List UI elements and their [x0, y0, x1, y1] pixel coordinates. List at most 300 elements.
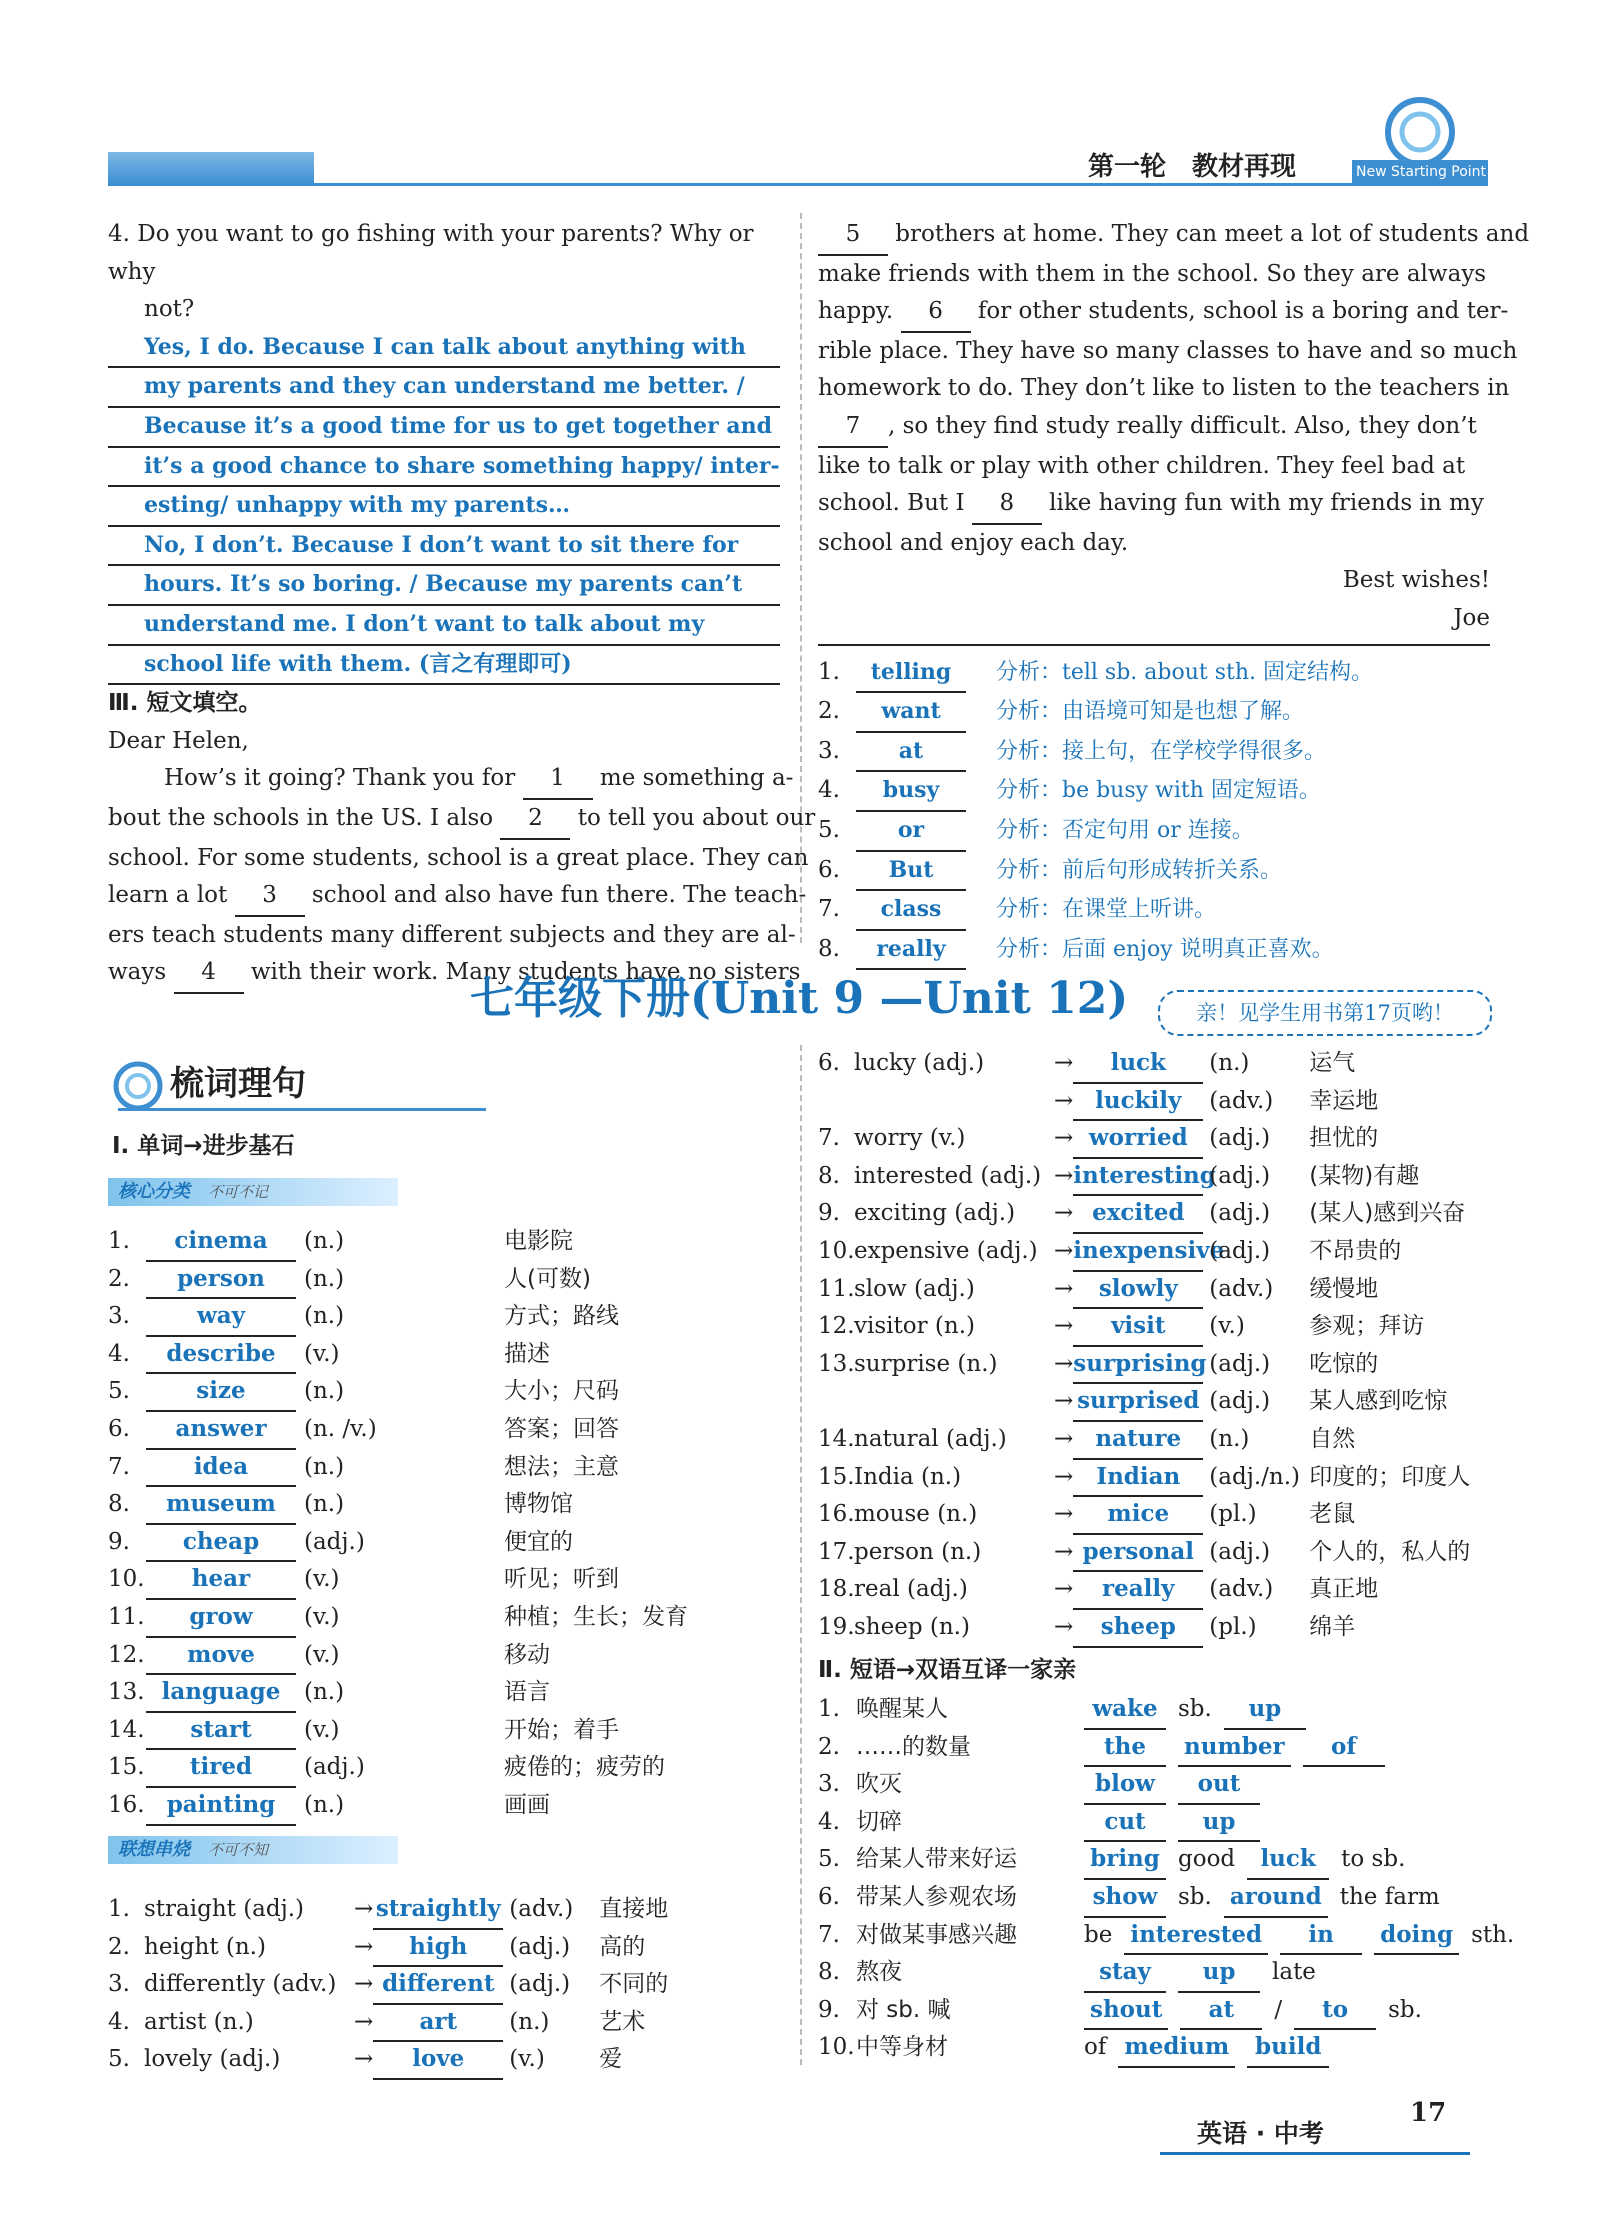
- phrase-num: 6.: [818, 1884, 840, 1910]
- assoc-word: Indian: [1073, 1458, 1203, 1498]
- assoc-word: nature: [1073, 1420, 1203, 1460]
- phrase-num: 7.: [818, 1921, 840, 1948]
- cloze-closing: Best wishes!: [1342, 567, 1490, 594]
- core-word: person: [146, 1260, 296, 1300]
- assoc-num: 1.: [108, 1896, 130, 1922]
- assoc-right-row: [818, 1420, 1355, 1460]
- assoc-right-row: [818, 1307, 1424, 1347]
- logo: [1350, 92, 1490, 192]
- cloze-right-line: [818, 448, 1490, 486]
- cloze-answer-num: 1.: [818, 658, 840, 685]
- cloze-right-line: [818, 293, 1509, 333]
- core-vocab-row: [108, 1448, 619, 1488]
- tag-assoc-label: 联想串烧: [118, 1839, 190, 1860]
- assoc-num: 12.: [818, 1313, 855, 1340]
- core-num: 8.: [108, 1491, 130, 1518]
- core-pos: (n.): [304, 1303, 345, 1330]
- core-num: 16.: [108, 1792, 145, 1818]
- phrase-row: [818, 1878, 1452, 1918]
- arrow-icon: →: [1054, 1313, 1074, 1340]
- part1-heading: Ⅰ. 单词→进步基石: [112, 1133, 295, 1159]
- cloze-answer-num: 4.: [818, 777, 840, 804]
- cloze-left-line-text: ways: [108, 959, 174, 986]
- arrow-icon: →: [1054, 1125, 1074, 1152]
- q4-answer-line: my parents and they can understand me better. /: [108, 368, 780, 408]
- cloze-left-line-blank: 3: [235, 877, 305, 917]
- phrase-text: /: [1274, 1996, 1283, 2023]
- core-pos: (v.): [304, 1716, 340, 1743]
- core-vocab-row: [108, 1748, 665, 1788]
- arrow-icon: →: [1054, 1162, 1074, 1189]
- tag-core-label: 核心分类: [118, 1181, 190, 1202]
- phrase-word: interested: [1124, 1916, 1268, 1956]
- arrow-icon: →: [1054, 1050, 1074, 1076]
- assoc-pos: (adj./n.): [1209, 1463, 1300, 1490]
- phrase-word: in: [1280, 1916, 1362, 1956]
- phrase-word: up: [1178, 1803, 1260, 1843]
- q4-answer-line: understand me. I don’t want to talk about my: [108, 606, 780, 646]
- core-vocab-row: [108, 1673, 550, 1713]
- header-line: [108, 183, 1488, 186]
- core-num: 2.: [108, 1265, 130, 1292]
- cloze-left-line-blank: 1: [523, 760, 593, 800]
- assoc-left-row: [108, 2003, 645, 2043]
- assoc-num: 7.: [818, 1125, 840, 1152]
- phrase-word: at: [1180, 1991, 1262, 2031]
- phrase-row: [818, 1690, 1318, 1730]
- phrase-cn: 给某人带来好运: [856, 1846, 1017, 1873]
- core-num: 9.: [108, 1528, 130, 1555]
- header-bar: [108, 152, 314, 184]
- cloze-left-line-text: school. For some students, school is a great place. They can: [108, 844, 809, 871]
- phrase-cn: 中等身材: [856, 2034, 948, 2061]
- assoc-num: 5.: [108, 2046, 130, 2073]
- assoc-num: 19.: [818, 1614, 855, 1640]
- core-word: idea: [146, 1448, 296, 1488]
- header-title: 第一轮 教材再现: [1088, 152, 1297, 182]
- core-word: size: [146, 1372, 296, 1412]
- tag-core-sub: 不可不记: [208, 1183, 269, 1201]
- assoc-pos: (adj.): [1209, 1162, 1271, 1189]
- core-vocab-row: [108, 1410, 619, 1450]
- core-cn: 想法；主意: [504, 1453, 619, 1480]
- assoc-src: visitor (n.): [854, 1313, 975, 1340]
- assoc-left-row: [108, 1928, 645, 1968]
- arrow-icon: →: [354, 1933, 374, 1960]
- assoc-right-row: [818, 1194, 1465, 1234]
- cloze-answer-num: 8.: [818, 935, 840, 962]
- cloze-answer-num: 3.: [818, 737, 840, 764]
- cloze-left-line-blank: 4: [174, 954, 244, 994]
- cloze-heading: Ⅲ. 短文填空。: [108, 690, 262, 717]
- cloze-left-line-text: ers teach students many different subjects and they are al-: [108, 921, 796, 948]
- cloze-left-line: [108, 760, 794, 800]
- cloze-answer-row: [818, 654, 1490, 694]
- core-pos: (v.): [304, 1604, 340, 1630]
- phrase-text: good: [1178, 1846, 1236, 1873]
- assoc-word: slowly: [1073, 1270, 1203, 1310]
- core-vocab-row: [108, 1485, 573, 1525]
- cloze-right-line: [818, 370, 1510, 408]
- core-pos: (adj.): [304, 1754, 365, 1781]
- core-vocab-row: [108, 1786, 550, 1826]
- phrase-cn: ……的数量: [856, 1733, 971, 1760]
- assoc-word: worried: [1073, 1119, 1203, 1159]
- cloze-answer-word: busy: [856, 772, 966, 812]
- cloze-answer-num: 7.: [818, 896, 840, 923]
- core-num: 15.: [108, 1754, 145, 1781]
- phrase-word: around: [1224, 1878, 1328, 1918]
- assoc-right-row: [818, 1608, 1355, 1648]
- phrase-word: stay: [1084, 1953, 1166, 1993]
- assoc-cn: (某人)感到兴奋: [1309, 1200, 1466, 1227]
- assoc-pos: (n.): [509, 2008, 550, 2035]
- part2-heading: Ⅱ. 短语→双语互译一家亲: [818, 1657, 1077, 1683]
- cloze-answer-word: telling: [856, 654, 966, 694]
- core-vocab-row: [108, 1372, 619, 1412]
- phrase-cn: 对做某事感兴趣: [856, 1921, 1017, 1948]
- q4-question: 4. Do you want to go fishing with your parents? Why or why: [108, 221, 754, 285]
- arrow-icon: →: [1054, 1388, 1074, 1415]
- phrase-word: wake: [1084, 1690, 1166, 1730]
- cloze-left-line: [108, 840, 809, 878]
- cloze-answer-word: really: [856, 931, 966, 971]
- cloze-left-line: [108, 917, 796, 955]
- cloze-right-line-tail: like having fun with my friends in my: [1041, 490, 1484, 517]
- cloze-right-line: [818, 408, 1490, 448]
- cloze-answer-word: But: [856, 852, 966, 892]
- cloze-answer-word: class: [856, 891, 966, 931]
- cloze-answer-row: [818, 812, 1490, 852]
- assoc-word: really: [1073, 1570, 1203, 1610]
- footer-subject: 英语 · 中考: [1197, 2119, 1324, 2148]
- core-pos: (n.): [304, 1792, 345, 1818]
- phrase-word: doing: [1374, 1916, 1459, 1956]
- arrow-icon: →: [1054, 1614, 1074, 1640]
- phrase-num: 1.: [818, 1696, 840, 1722]
- assoc-num: 4.: [108, 2008, 130, 2035]
- assoc-cn: 担忧的: [1309, 1125, 1379, 1152]
- phrase-cn: 对 sb. 喊: [856, 1996, 951, 2023]
- phrase-cn: 唤醒某人: [856, 1696, 948, 1722]
- core-vocab-row: [108, 1560, 619, 1600]
- cloze-answer-row: [818, 733, 1490, 773]
- assoc-pos: (adj.): [1209, 1350, 1271, 1377]
- core-word: language: [146, 1673, 296, 1713]
- assoc-right-row: [818, 1082, 1378, 1122]
- assoc-right-row: [818, 1044, 1355, 1084]
- core-num: 4.: [108, 1340, 130, 1367]
- cloze-answer-note: 分析：be busy with 固定短语。: [996, 778, 1321, 804]
- tag-core: [108, 1178, 398, 1206]
- core-word: describe: [146, 1335, 296, 1375]
- core-cn: 答案；回答: [504, 1416, 619, 1442]
- arrow-icon: →: [354, 2008, 374, 2035]
- assoc-src: exciting (adj.): [854, 1200, 1016, 1227]
- cloze-right-line-blank: 5: [818, 216, 888, 256]
- assoc-cn: 绵羊: [1309, 1614, 1356, 1640]
- assoc-right-row: [818, 1270, 1378, 1310]
- assoc-num: 6.: [818, 1050, 840, 1076]
- assoc-pos: (adj.): [1209, 1238, 1271, 1264]
- core-cn: 电影院: [504, 1228, 573, 1254]
- arrow-icon: →: [1054, 1350, 1074, 1377]
- core-pos: (v.): [304, 1340, 340, 1367]
- phrase-text: sb.: [1178, 1696, 1212, 1722]
- core-cn: 疲倦的；疲劳的: [504, 1754, 665, 1781]
- cloze-left-line-tail: with their work. Many students have no sisters: [243, 959, 801, 986]
- answer-separator: [818, 644, 1490, 654]
- cloze-right-line-text: homework to do. They don’t like to listen to the teachers in: [818, 375, 1510, 402]
- student-book-note: 亲！见学生用书第17页哟！: [1158, 990, 1492, 1036]
- assoc-src: lovely (adj.): [144, 2046, 281, 2073]
- core-word: museum: [146, 1485, 296, 1525]
- core-cn: 画画: [504, 1792, 550, 1818]
- logo-text: New Starting Point: [1356, 164, 1487, 180]
- q4-question-cont: not?: [144, 296, 195, 323]
- assoc-cn: 印度的；印度人: [1309, 1463, 1471, 1490]
- arrow-icon: →: [1054, 1501, 1074, 1528]
- core-word: answer: [146, 1410, 296, 1450]
- phrase-row: [818, 1803, 1272, 1843]
- assoc-word: high: [373, 1928, 503, 1968]
- cloze-right-line-blank: 8: [972, 485, 1042, 525]
- phrase-word: luck: [1247, 1840, 1329, 1880]
- core-word: hear: [146, 1560, 296, 1600]
- core-cn: 种植；生长；发育: [504, 1604, 688, 1630]
- assoc-cn: 爱: [599, 2046, 623, 2073]
- core-pos: (adj.): [304, 1528, 365, 1555]
- core-word: cheap: [146, 1523, 296, 1563]
- phrase-num: 9.: [818, 1996, 840, 2023]
- core-num: 11.: [108, 1604, 145, 1630]
- assoc-src: real (adj.): [854, 1576, 968, 1603]
- core-word: cinema: [146, 1222, 296, 1262]
- assoc-pos: (adv.): [1209, 1275, 1274, 1302]
- cloze-right-line-text: school. But I: [818, 490, 972, 517]
- core-vocab-row: [108, 1260, 591, 1300]
- assoc-pos: (v.): [1209, 1313, 1245, 1340]
- assoc-pos: (pl.): [1209, 1614, 1257, 1640]
- core-num: 13.: [108, 1679, 145, 1706]
- assoc-cn: 某人感到吃惊: [1309, 1388, 1448, 1415]
- assoc-pos: (adj.): [1209, 1125, 1271, 1152]
- phrase-row: [818, 1728, 1397, 1768]
- assoc-src: artist (n.): [144, 2008, 254, 2035]
- phrase-word: to: [1294, 1991, 1376, 2031]
- assoc-num: 8.: [818, 1162, 840, 1189]
- phrase-num: 8.: [818, 1959, 840, 1986]
- assoc-num: 2.: [108, 1933, 130, 1960]
- phrase-row: [818, 1953, 1328, 1993]
- core-num: 3.: [108, 1303, 130, 1330]
- tag-assoc: [108, 1836, 398, 1864]
- assoc-word: excited: [1073, 1194, 1203, 1234]
- cloze-right-line-text: school and enjoy each day.: [818, 529, 1129, 556]
- assoc-num: 13.: [818, 1350, 855, 1377]
- arrow-icon: →: [1054, 1238, 1074, 1264]
- phrase-text: of: [1084, 2034, 1107, 2061]
- phrase-num: 3.: [818, 1771, 840, 1798]
- cloze-right-line-blank: 7: [818, 408, 888, 448]
- arrow-icon: →: [1054, 1275, 1074, 1302]
- cloze-answer-num: 6.: [818, 856, 840, 883]
- column-divider-top: [800, 213, 802, 943]
- cloze-right-line-text: make friends with them in the school. So they are always: [818, 260, 1487, 287]
- assoc-pos: (pl.): [1209, 1501, 1257, 1528]
- cloze-right-line-tail: , so they find study really difficult. Also, they don’t: [888, 412, 1477, 439]
- assoc-src: surprise (n.): [854, 1350, 998, 1377]
- cloze-answer-note: 分析：后面 enjoy 说明真正喜欢。: [996, 936, 1334, 962]
- assoc-word: straightly: [373, 1890, 503, 1930]
- cloze-answer-word: want: [856, 693, 966, 733]
- assoc-right-row: [818, 1232, 1401, 1272]
- cloze-left-line-tail: school and also have fun there. The teach-: [304, 882, 807, 909]
- assoc-num: 14.: [818, 1426, 855, 1452]
- assoc-left-row: [108, 1890, 668, 1930]
- assoc-pos: (v.): [509, 2046, 545, 2073]
- assoc-word: surprising: [1073, 1345, 1203, 1385]
- core-word: grow: [146, 1598, 296, 1638]
- assoc-pos: (adj.): [1209, 1200, 1271, 1227]
- cloze-answer-word: at: [856, 733, 966, 773]
- core-num: 14.: [108, 1716, 145, 1743]
- cloze-left-line-blank: 2: [500, 800, 570, 840]
- assoc-cn: 自然: [1309, 1426, 1356, 1452]
- phrase-num: 10.: [818, 2034, 855, 2061]
- core-vocab-row: [108, 1711, 619, 1751]
- assoc-word: luck: [1073, 1044, 1203, 1084]
- core-num: 1.: [108, 1228, 130, 1254]
- phrase-text: to sb.: [1341, 1846, 1406, 1873]
- phrase-num: 5.: [818, 1846, 840, 1873]
- column-divider-bottom: [800, 1045, 802, 2065]
- assoc-right-row: [818, 1382, 1447, 1422]
- assoc-right-row: [818, 1533, 1470, 1573]
- phrase-word: up: [1178, 1953, 1260, 1993]
- core-cn: 语言: [504, 1679, 550, 1706]
- cloze-right-line: [818, 525, 1490, 563]
- phrase-word: shout: [1084, 1991, 1168, 2031]
- tag-assoc-sub: 不可不知: [208, 1841, 269, 1859]
- phrase-num: 2.: [818, 1733, 840, 1760]
- cloze-left-line-tail: me something a-: [592, 765, 794, 792]
- phrase-word: show: [1084, 1878, 1166, 1918]
- cloze-answer-row: [818, 772, 1490, 812]
- core-vocab-row: [108, 1636, 550, 1676]
- core-pos: (n.): [304, 1453, 345, 1480]
- core-cn: 博物馆: [504, 1491, 573, 1518]
- phrase-word: medium: [1118, 2028, 1235, 2068]
- core-num: 5.: [108, 1378, 130, 1405]
- page-number: 17: [1410, 2098, 1447, 2128]
- assoc-cn: 参观；拜访: [1309, 1313, 1425, 1340]
- assoc-num: 9.: [818, 1200, 840, 1227]
- assoc-pos: (adv.): [1209, 1087, 1274, 1114]
- cloze-right-line: [818, 333, 1518, 371]
- core-vocab-row: [108, 1598, 688, 1638]
- assoc-word: interesting: [1073, 1157, 1203, 1197]
- core-word: way: [146, 1297, 296, 1337]
- assoc-cn: 真正地: [1309, 1576, 1379, 1603]
- assoc-right-row: [818, 1345, 1378, 1385]
- assoc-word: surprised: [1073, 1382, 1203, 1422]
- core-word: painting: [146, 1786, 296, 1826]
- phrase-text: sb.: [1388, 1996, 1422, 2023]
- cloze-answer-note: 分析：接上句，在学校学得很多。: [996, 738, 1327, 764]
- assoc-cn: 不同的: [599, 1971, 669, 1998]
- assoc-left-row: [108, 2040, 622, 2080]
- core-vocab-row: [108, 1523, 573, 1563]
- core-cn: 开始；着手: [504, 1716, 619, 1743]
- core-pos: (n.): [304, 1679, 345, 1706]
- phrase-text: sth.: [1471, 1921, 1515, 1948]
- core-pos: (v.): [304, 1641, 340, 1668]
- assoc-right-row: [818, 1458, 1470, 1498]
- core-cn: 人(可数): [504, 1265, 591, 1292]
- phrase-word: out: [1178, 1765, 1260, 1805]
- phrase-cn: 吹灭: [856, 1771, 902, 1798]
- phrase-row: [818, 1991, 1434, 2031]
- assoc-cn: 运气: [1309, 1050, 1356, 1076]
- core-vocab-row: [108, 1335, 550, 1375]
- cloze-answer-note: 分析：否定句用 or 连接。: [996, 817, 1254, 843]
- cloze-right-line-text: happy.: [818, 298, 901, 325]
- phrase-cn: 熬夜: [856, 1959, 902, 1986]
- assoc-num: 10.: [818, 1238, 855, 1264]
- unit-title: 七年级下册(Unit 9 —Unit 12): [470, 973, 1129, 1024]
- assoc-word: mice: [1073, 1495, 1203, 1535]
- core-num: 7.: [108, 1453, 130, 1480]
- assoc-num: 17.: [818, 1538, 855, 1565]
- q4-answer-line: it’s a good chance to share something happy/ inter-: [108, 448, 780, 488]
- cloze-right-line-blank: 6: [901, 293, 971, 333]
- assoc-num: 18.: [818, 1576, 855, 1603]
- assoc-cn: 艺术: [599, 2008, 646, 2035]
- core-vocab-row: [108, 1222, 573, 1262]
- assoc-right-row: [818, 1570, 1378, 1610]
- q4-answer-line: Yes, I do. Because I can talk about anything with: [108, 329, 780, 369]
- phrase-num: 4.: [818, 1808, 840, 1835]
- assoc-pos: (adj.): [1209, 1388, 1271, 1415]
- cloze-left-line-tail: to tell you about our: [570, 804, 816, 831]
- section-title: 梳词理句: [170, 1064, 306, 1104]
- q4-answer-line: No, I don’t. Because I don’t want to sit there for: [108, 527, 780, 567]
- assoc-pos: (n.): [1209, 1050, 1250, 1076]
- q4-answer-line: school life with them. (言之有理即可): [108, 646, 780, 686]
- cloze-left-line-text: learn a lot: [108, 882, 235, 909]
- core-cn: 大小；尺码: [504, 1378, 619, 1405]
- left-top-column: [108, 216, 816, 994]
- assoc-word: sheep: [1073, 1608, 1203, 1648]
- assoc-pos: (adv.): [1209, 1576, 1274, 1603]
- core-word: tired: [146, 1748, 296, 1788]
- cloze-left-line-text: How’s it going? Thank you for: [164, 765, 523, 792]
- assoc-pos: (adj.): [1209, 1538, 1271, 1565]
- assoc-right-row: [818, 1495, 1355, 1535]
- core-word: move: [146, 1636, 296, 1676]
- right-top-column: [818, 216, 1530, 970]
- core-pos: (n.): [304, 1491, 345, 1518]
- phrase-text: sb.: [1178, 1884, 1212, 1910]
- assoc-src: straight (adj.): [144, 1896, 305, 1922]
- phrase-text: the farm: [1339, 1884, 1440, 1910]
- phrase-row: [818, 1916, 1526, 1956]
- cloze-left-line-text: bout the schools in the US. I also: [108, 804, 501, 831]
- section-swirl-icon: [108, 1056, 168, 1116]
- assoc-word: visit: [1073, 1307, 1203, 1347]
- cloze-answer-row: [818, 693, 1490, 733]
